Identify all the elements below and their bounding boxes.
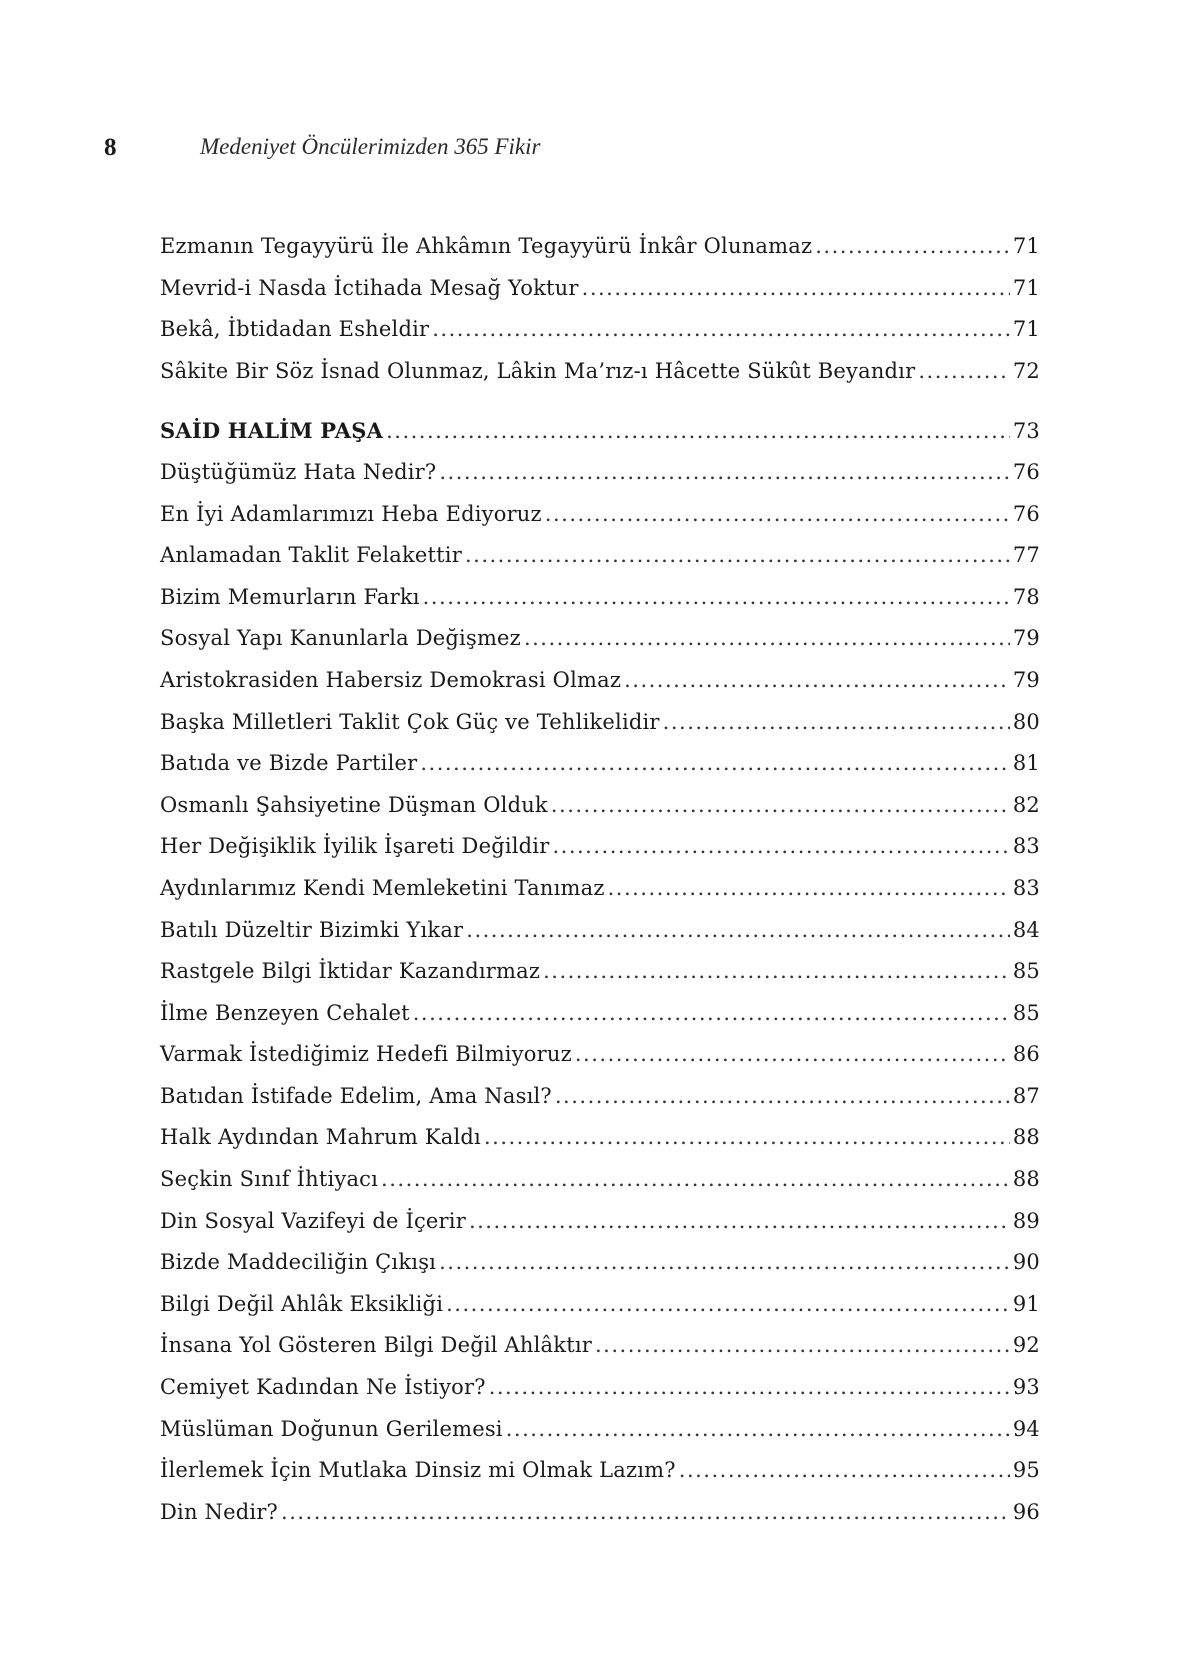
toc-entry-page: 93 xyxy=(1012,1375,1040,1400)
toc-entry-title: Varmak İstediğimiz Hedefi Bilmiyoruz xyxy=(160,1042,572,1067)
dot-leader xyxy=(432,317,1010,341)
toc-entry-page: 89 xyxy=(1012,1208,1040,1233)
toc-entry xyxy=(160,751,1040,793)
dot-leader xyxy=(446,1292,1010,1316)
toc-entry-title: Din Sosyal Vazifeyi de İçerir xyxy=(160,1208,466,1233)
toc-entry xyxy=(160,876,1040,918)
toc-entry-page: 88 xyxy=(1012,1167,1040,1192)
dot-leader xyxy=(918,359,1010,383)
toc-entry-page: 85 xyxy=(1012,959,1040,984)
dot-leader xyxy=(465,543,1010,567)
toc-entry-page: 77 xyxy=(1012,543,1040,568)
toc-entry xyxy=(160,1125,1040,1167)
toc-entry-page: 83 xyxy=(1012,875,1040,900)
toc-entry-title: Düştüğümüz Hata Nedir? xyxy=(160,459,437,484)
book-title: Medeniyet Öncülerimizden 365 Fikir xyxy=(200,134,541,159)
running-head xyxy=(104,134,1004,174)
toc-entry-page: 90 xyxy=(1012,1250,1040,1275)
toc-entry xyxy=(160,585,1040,627)
dot-leader xyxy=(489,1375,1010,1399)
page-number: 8 xyxy=(104,134,117,161)
dot-leader xyxy=(543,959,1010,983)
toc-entry-title: Seçkin Sınıf İhtiyacı xyxy=(160,1167,379,1192)
toc-entry-title: Bilgi Değil Ahlâk Eksikliği xyxy=(160,1291,444,1316)
toc-entry xyxy=(160,1417,1040,1459)
dot-leader xyxy=(624,668,1010,692)
toc-entry-page: 85 xyxy=(1012,1000,1040,1025)
dot-leader xyxy=(575,1042,1010,1066)
toc-entry xyxy=(160,1375,1040,1417)
toc-entry-title: Batılı Düzeltir Bizimki Yıkar xyxy=(160,917,464,942)
toc-entry-title: Mevrid-i Nasda İctihada Mesağ Yoktur xyxy=(160,275,579,300)
toc-entry-title: Batıda ve Bizde Partiler xyxy=(160,751,418,776)
toc-entry-page: 72 xyxy=(1012,358,1040,383)
toc-entry xyxy=(160,959,1040,1001)
toc-entry xyxy=(160,502,1040,544)
toc-entry-page: 83 xyxy=(1012,834,1040,859)
toc-entry-title: Sosyal Yapı Kanunlarla Değişmez xyxy=(160,626,521,651)
toc-entry-page: 71 xyxy=(1012,275,1040,300)
toc-entry-title: Ezmanın Tegayyürü İle Ahkâmın Tegayyürü İnkâr Olunamaz xyxy=(160,234,813,258)
toc-entry-title: Halk Aydından Mahrum Kaldı xyxy=(160,1125,481,1150)
toc-entry-page: 82 xyxy=(1012,792,1040,817)
toc-entry-title: Başka Milletleri Taklit Çok Güç ve Tehlikelidir xyxy=(160,709,660,734)
toc-entry xyxy=(160,234,1040,276)
dot-leader xyxy=(663,710,1010,734)
toc-entry xyxy=(160,1500,1040,1542)
toc-entry xyxy=(160,543,1040,585)
dot-leader xyxy=(555,1084,1010,1108)
toc-entry-page: 80 xyxy=(1012,709,1040,734)
toc-entry xyxy=(160,359,1040,401)
dot-leader xyxy=(439,1250,1010,1274)
toc-entry-page: 88 xyxy=(1012,1125,1040,1150)
toc-entry-page: 79 xyxy=(1012,626,1040,651)
dot-leader xyxy=(281,1500,1010,1524)
toc-entry-title: Bekâ, İbtidadan Esheldir xyxy=(160,317,430,342)
toc-entry xyxy=(160,317,1040,359)
table-of-contents xyxy=(160,234,1040,1541)
toc-entry-title: En İyi Adamlarımızı Heba Ediyoruz xyxy=(160,501,542,526)
toc-entry xyxy=(160,1333,1040,1375)
toc-entry-title: SAİD HALİM PAŞA xyxy=(160,418,384,444)
toc-entry-page: 87 xyxy=(1012,1083,1040,1108)
toc-entry-title: Osmanlı Şahsiyetine Düşman Olduk xyxy=(160,792,548,817)
dot-leader xyxy=(386,419,1010,443)
toc-entry-title: Aristokrasiden Habersiz Demokrasi Olmaz xyxy=(160,667,622,692)
toc-entry-page: 91 xyxy=(1012,1291,1040,1316)
toc-entry xyxy=(160,276,1040,318)
toc-entry-page: 81 xyxy=(1012,751,1040,776)
toc-entry-title: İlme Benzeyen Cehalet xyxy=(160,1000,410,1025)
toc-entry-page: 94 xyxy=(1012,1416,1040,1441)
toc-entry-title: Cemiyet Kadından Ne İstiyor? xyxy=(160,1375,486,1400)
toc-entry-title: Anlamadan Taklit Felakettir xyxy=(160,543,462,568)
toc-entry-title: Din Nedir? xyxy=(160,1499,279,1524)
toc-entry-page: 96 xyxy=(1012,1499,1040,1524)
dot-leader xyxy=(595,1333,1010,1357)
toc-entry-page: 92 xyxy=(1012,1333,1040,1358)
dot-leader xyxy=(815,234,1010,258)
toc-entry-page: 76 xyxy=(1012,501,1040,526)
toc-entry-title: Aydınlarımız Kendi Memleketini Tanımaz xyxy=(160,875,605,900)
dot-leader xyxy=(469,1209,1010,1233)
toc-entry xyxy=(160,1001,1040,1043)
dot-leader xyxy=(524,626,1010,650)
dot-leader xyxy=(423,585,1010,609)
toc-entry xyxy=(160,1458,1040,1500)
toc-entry-page: 71 xyxy=(1012,317,1040,342)
dot-leader xyxy=(413,1001,1010,1025)
toc-entry-page: 84 xyxy=(1012,917,1040,942)
toc-entry-page: 86 xyxy=(1012,1042,1040,1067)
dot-leader xyxy=(381,1167,1010,1191)
toc-section-heading xyxy=(160,418,1040,460)
toc-entry-page: 73 xyxy=(1012,419,1040,444)
dot-leader xyxy=(484,1125,1010,1149)
toc-entry xyxy=(160,1250,1040,1292)
toc-entry xyxy=(160,1167,1040,1209)
toc-entry-title: Her Değişiklik İyilik İşareti Değildir xyxy=(160,834,550,859)
toc-entry-title: Rastgele Bilgi İktidar Kazandırmaz xyxy=(160,959,541,984)
dot-leader xyxy=(608,876,1010,900)
toc-entry xyxy=(160,834,1040,876)
toc-entry-page: 79 xyxy=(1012,667,1040,692)
dot-leader xyxy=(551,793,1010,817)
dot-leader xyxy=(679,1458,1010,1482)
toc-entry xyxy=(160,1292,1040,1334)
dot-leader xyxy=(545,502,1010,526)
toc-entry-title: Müslüman Doğunun Gerilemesi xyxy=(160,1416,503,1441)
toc-entry xyxy=(160,460,1040,502)
toc-entry xyxy=(160,1042,1040,1084)
dot-leader xyxy=(582,276,1010,300)
toc-entry xyxy=(160,918,1040,960)
toc-entry-title: İlerlemek İçin Mutlaka Dinsiz mi Olmak Lazım? xyxy=(160,1458,676,1483)
toc-entry-page: 76 xyxy=(1012,459,1040,484)
dot-leader xyxy=(552,834,1009,858)
dot-leader xyxy=(506,1417,1010,1441)
toc-entry-title: Bizim Memurların Farkı xyxy=(160,584,420,609)
toc-entry xyxy=(160,710,1040,752)
toc-entry-title: İnsana Yol Gösteren Bilgi Değil Ahlâktır xyxy=(160,1333,592,1358)
dot-leader xyxy=(439,460,1010,484)
toc-entry xyxy=(160,626,1040,668)
toc-entry-page: 78 xyxy=(1012,584,1040,609)
dot-leader xyxy=(420,751,1010,775)
toc-entry-title: Bizde Maddeciliğin Çıkışı xyxy=(160,1250,437,1275)
toc-entry xyxy=(160,1084,1040,1126)
toc-entry xyxy=(160,1209,1040,1251)
toc-entry-title: Batıdan İstifade Edelim, Ama Nasıl? xyxy=(160,1083,552,1108)
dot-leader xyxy=(466,918,1010,942)
toc-entry-title: Sâkite Bir Söz İsnad Olunmaz, Lâkin Ma’rız-ı Hâcette Sükût Beyandır xyxy=(160,358,916,383)
toc-entry-page: 71 xyxy=(1012,234,1040,258)
toc-entry xyxy=(160,793,1040,835)
toc-entry-page: 95 xyxy=(1012,1458,1040,1483)
toc-entry xyxy=(160,668,1040,710)
